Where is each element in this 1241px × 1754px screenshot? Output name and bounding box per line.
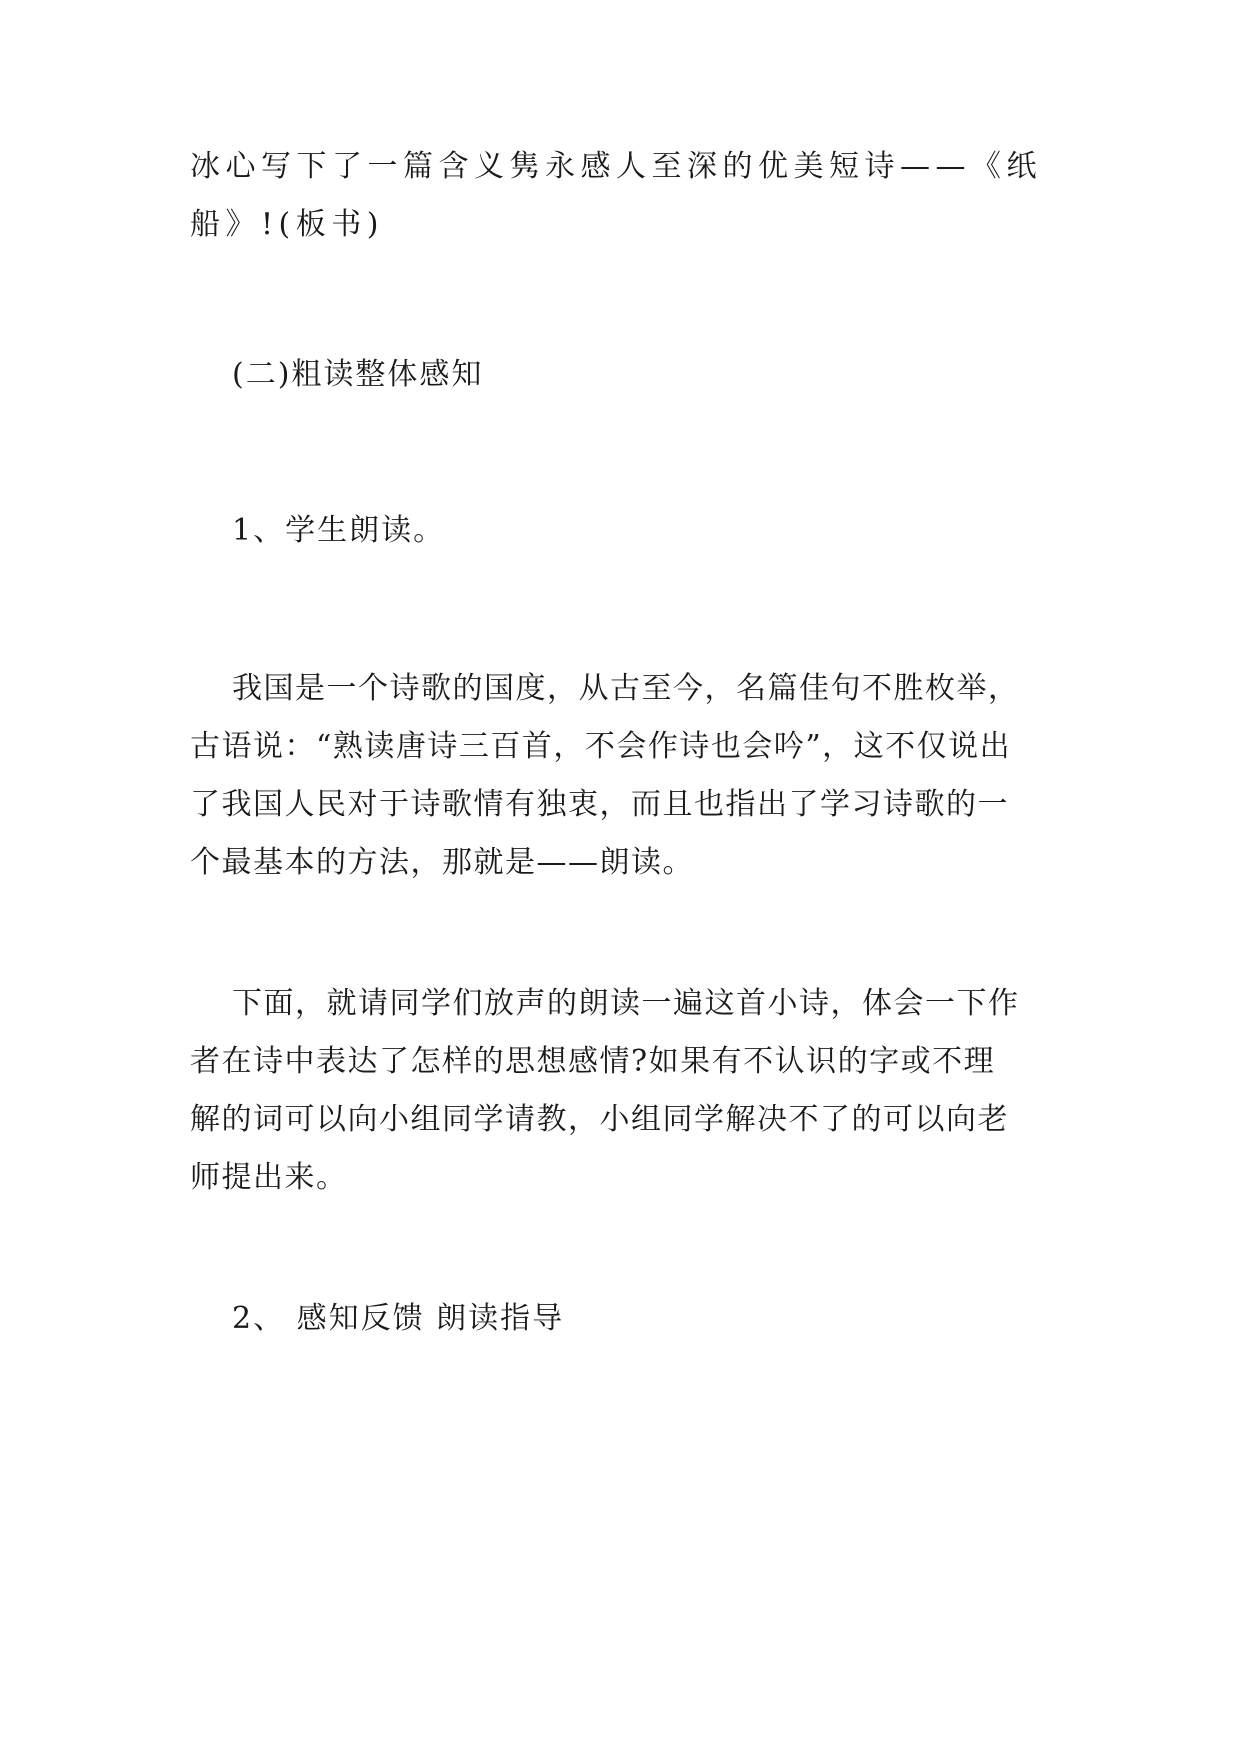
paragraph-intro-continuation — [190, 138, 1070, 254]
text-line: 者在诗中表达了怎样的思想感情?如果有不认识的字或不理 — [190, 1044, 996, 1079]
text-line: 船》!(板书) — [190, 207, 384, 242]
text-line: (二)粗读整体感知 — [232, 357, 484, 392]
text-line: 个最基本的方法，那就是——朗读。 — [190, 845, 694, 880]
paragraph-poetry-nation — [190, 660, 1070, 892]
text-line: 师提出来。 — [190, 1160, 348, 1195]
text-line: 1、学生朗读。 — [232, 513, 446, 548]
paragraph-reading-instructions — [190, 975, 1070, 1207]
text-line: 了我国人民对于诗歌情有独衷，而且也指出了学习诗歌的一 — [190, 787, 1009, 822]
section-heading-coarse-reading — [232, 346, 1112, 404]
text-line: 2、 感知反馈 朗读指导 — [232, 1301, 565, 1336]
step-heading-student-reading — [232, 502, 1112, 560]
text-line: 冰心写下了一篇含义隽永感人至深的优美短诗——《纸 — [190, 149, 1042, 184]
text-line: 古语说：“熟读唐诗三百首，不会作诗也会吟”，这不仅说出 — [190, 729, 1012, 764]
text-line: 我国是一个诗歌的国度，从古至今，名篇佳句不胜枚举， — [232, 671, 1020, 706]
step-heading-feedback-guidance — [232, 1290, 1112, 1348]
text-line: 解的词可以向小组同学请教，小组同学解决不了的可以向老 — [190, 1102, 1009, 1137]
text-line: 下面，就请同学们放声的朗读一遍这首小诗，体会一下作 — [232, 986, 1020, 1021]
